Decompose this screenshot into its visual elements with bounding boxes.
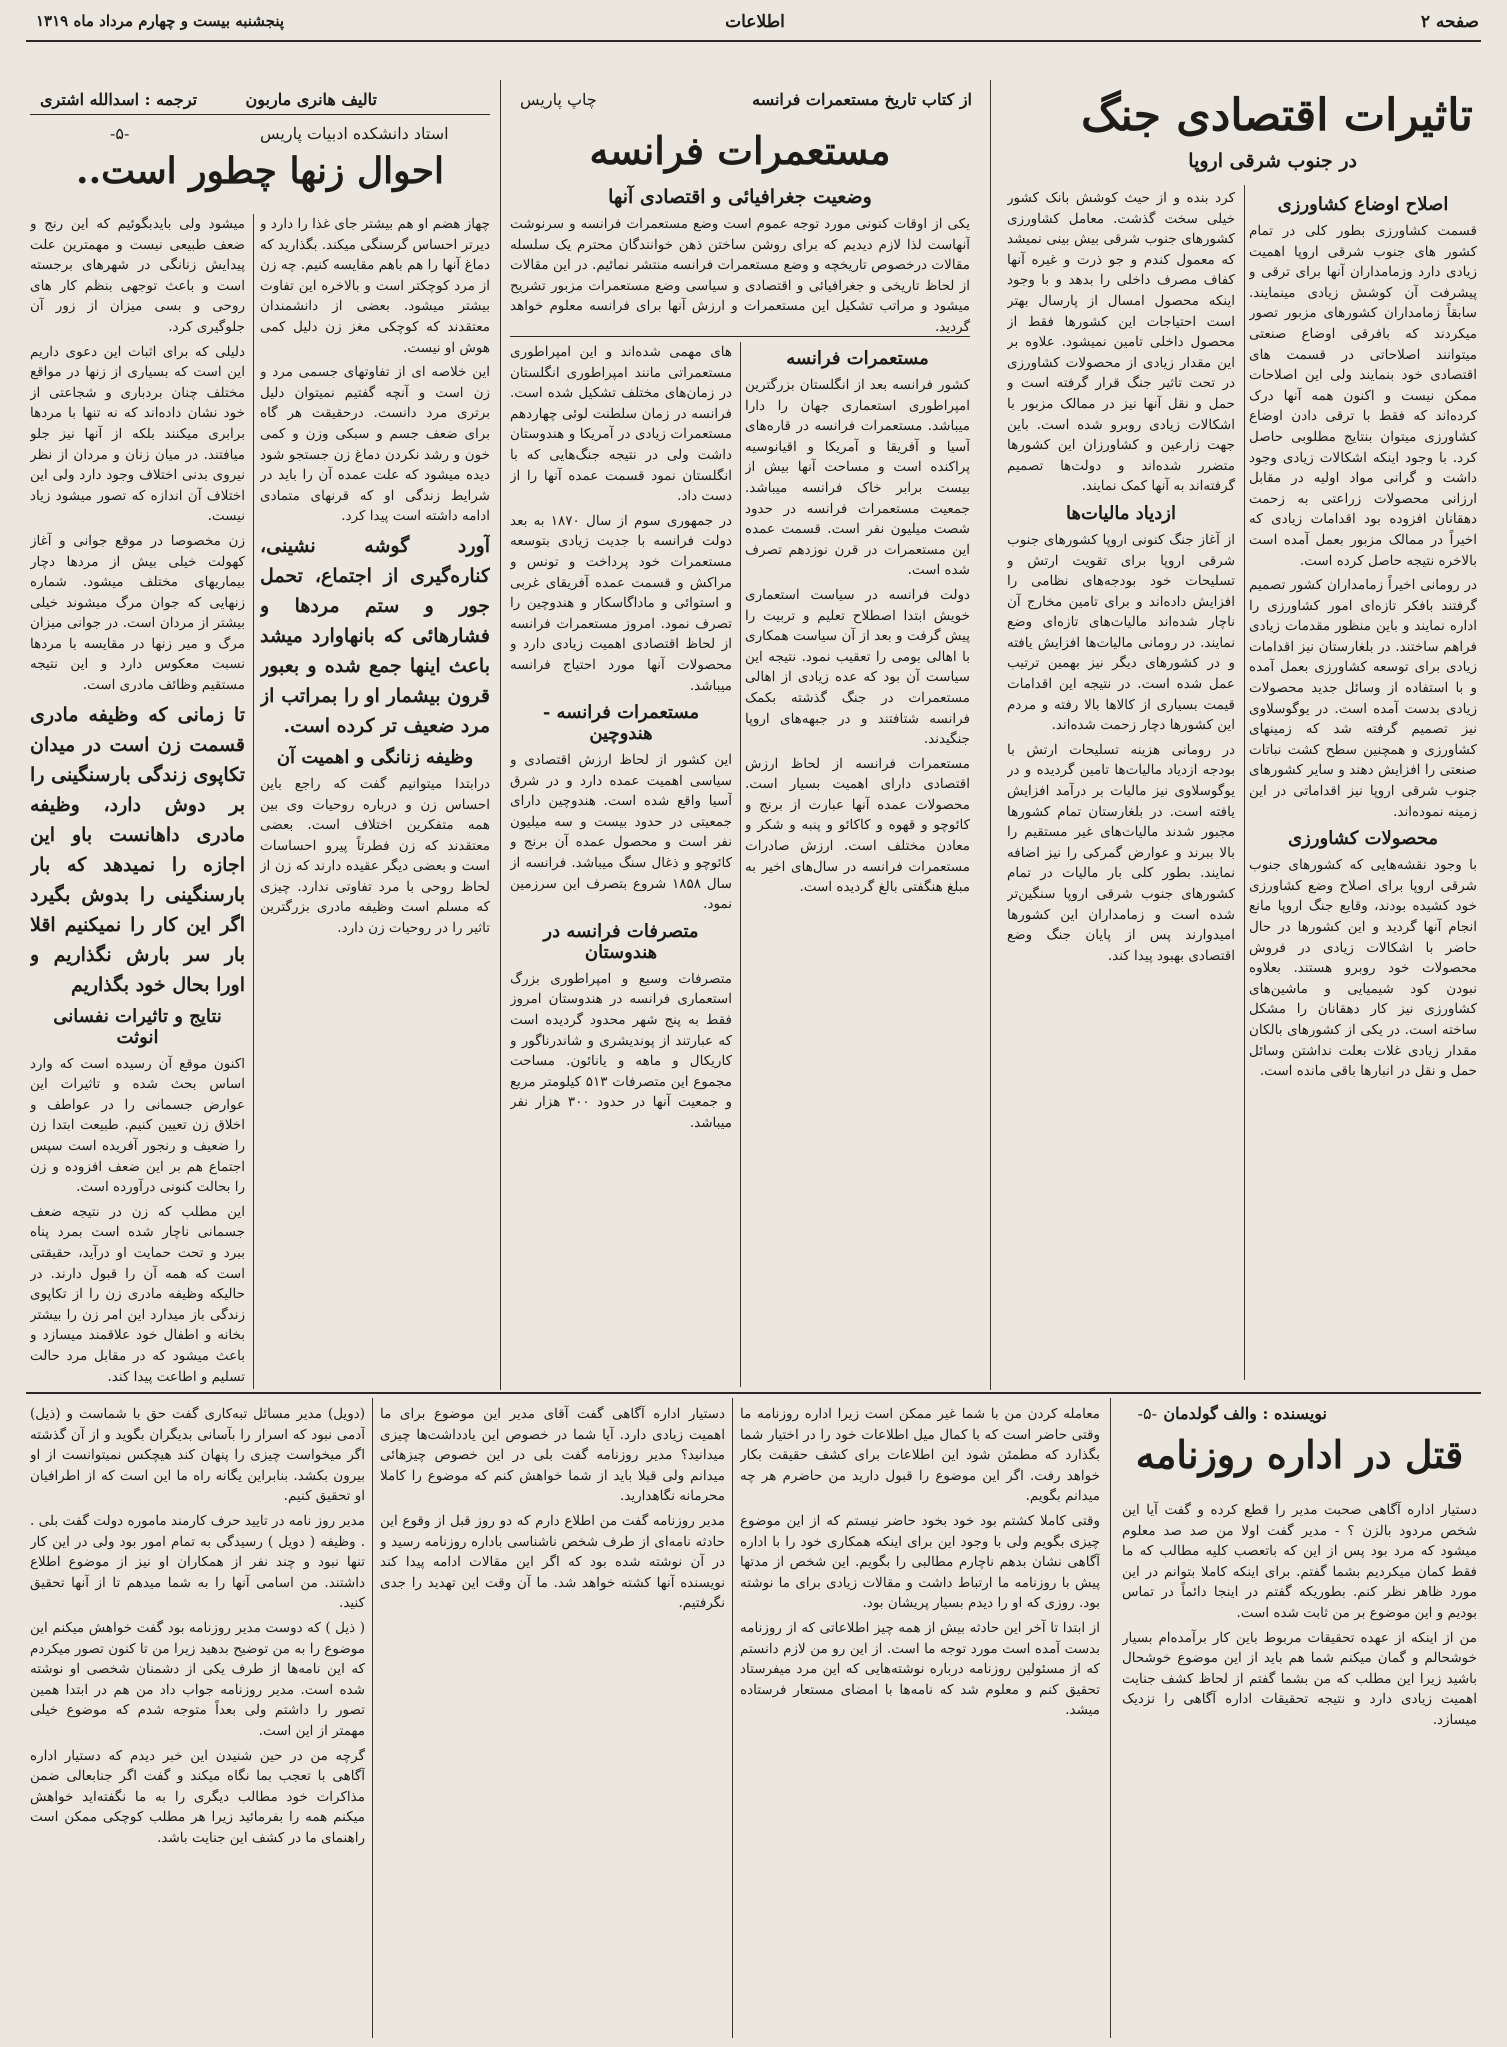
article4-title: قتل در اداره روزنامه	[1135, 1432, 1464, 1477]
article3-col-1	[260, 214, 490, 1390]
article4-paragraph: مدیر روز نامه در تایید حرف کارمند ماموره دولت گفت بلی . . وظیفه ( دویل ) رسیدگی به تمام امور بود ولی در این کار تنها نبود و چند نفر از همکاران او نیز از موضوع اطلاع داشتند. من اسامی آنها را به شما میدهم تا از آنها تحقیق کنید.	[30, 1512, 365, 1612]
article4-col-3	[380, 1404, 725, 2040]
article4-byline: نویسنده : والف گولدمان	[1163, 1404, 1327, 1423]
article4-paragraph: از ابتدا تا آخر این حادثه بیش از همه چیز اطلاعاتی که از روزنامه بدست آمده است مورد توجه ما است. از این رو من لازم دانستم که از مسئولین روزنامه درباره نوشته‌هایی که این مرد میفرستاد تحقیق کنم و معلوم شد که نامه‌ها با امضای مستعار فرستاده میشد.	[740, 1619, 1100, 1719]
paper-name: اطلاعات	[725, 12, 785, 32]
article4-paragraph: گرچه من در حین شنیدن این خبر دیدم که دستیار اداره آگاهی با تعجب بما نگاه میکند و گفت اگر جنابعالی ضمن مذاکرات خود مطالب دیگری را به ما نگفته‌اید خواهش میکنم همه را بفرمائید زیرا هر مطلب کوچکی ممکن است راهنمای ما در کشف این جنایت باشد.	[30, 1747, 365, 1846]
article3-tag: استاد دانشکده ادبیات پاریس	[260, 124, 449, 143]
article3-author: تالیف هانری ماربون	[245, 90, 377, 109]
article1-subtitle: در جنوب شرقی اروپا	[1188, 150, 1357, 172]
article4-paragraph: دستیار اداره آگاهی صحبت مدیر را قطع کرده و گفت آیا این شخص مردود بالزن ؟ - مدیر گفت اولا من صد صد معلوم میشود که مرد بود پس از این که باتعصب کلیه مطالب که ما فقط کمان میکردیم بشما گفتم. برای اینکه کاملا بتوانم در این مورد ظاهر نظر کنم. بطوریکه گفتم در اینجا دائماً در تماس بودیم و این موضوع بر من ثابت شده است.	[1122, 1502, 1477, 1621]
article1-col-2	[1007, 188, 1235, 1388]
article3-installment: -۵-	[110, 124, 130, 143]
article3-paragraph: زن مخصوصا در موقع جوانی و آغاز کهولت خیلی بیش از مردها دچار بیماریهای مختلف میشود. شماره زنهایی که جوان مرگ میشوند خیلی بیشتر از مردان است. در جوانی میزان مرگ و میر زنها در مقایسه با مردها نسبت معکوس دارد و این نتیجه مستقیم وظائف مادری است.	[30, 532, 245, 694]
article1-section-heading: اصلاح اوضاع کشاورزی	[1277, 194, 1449, 215]
article3-paragraph: این خلاصه ای از تفاوتهای جسمی مرد و زن است و آنچه گفتیم نمیتوان دلیل برتری مرد دانست. درحقیقت هر گاه برای ضعف جسم و سبکی وزن و کمی خون و رشد نکردن دماغ زن جستجو شود دیده میشود که علت عمده آن را باید در شرایط زندگی او که قرنهای متمادی ادامه داشته است پیدا کرد.	[260, 364, 490, 525]
article2-source: از کتاب تاریخ مستعمرات فرانسه	[752, 90, 972, 109]
article2-section-heading: متصرفات فرانسه در هندوستان	[543, 920, 699, 963]
article4-paragraph: من از اینکه از عهده تحقیقات مربوط باین کار برآمده‌ام بسیار خوشحالم و گمان میکنم شما هم باید از این موضوع خوشحال باشید زیرا این مطلب که من بشما گفتم از لحاظ کشف جنایت اهمیت زیادی دارد و نتیجه تحقیقات اداره آگاهی را نزدیک میسازد.	[1122, 1629, 1477, 1728]
article2-paragraph: های مهمی شده‌اند و این امپراطوری مستعمراتی مانند امپراطوری انگلستان در زمان‌های مختلف تشکیل شده است. فرانسه در زمان سلطنت لوئی چهاردهم مستعمرات زیادی در آمریکا و هندوستان داشت ولی در نتیجه جنگ‌هایی که با انگلستان نمود قسمت عمده آنها را از دست داد.	[510, 344, 732, 505]
article2-paragraph: این کشور از لحاظ ارزش اقتصادی و سیاسی اهمیت عمده دارد و در شرق آسیا واقع شده است. هندوچین دارای جمعیتی در حدود بیست و سه میلیون نفر است و محصول عمده آن برنج و کائوچو و ذغال سنگ میباشد. فرانسه از سال ۱۸۵۸ شروع بتصرف این سرزمین نمود.	[510, 752, 732, 913]
issue-date: پنجشنبه بیست و چهارم مرداد ماه ۱۳۱۹	[36, 12, 285, 30]
article4-col-1	[1122, 1500, 1477, 2040]
article2-section-heading: مستعمرات فرانسه	[786, 348, 929, 369]
article3-paragraph: این مطلب که زن در نتیجه ضعف جسمانی ناچار شده است بمرد پناه ببرد و تحت حمایت او درآید، حقیقتی است که همه آن را قبول دارند. در حالیکه وظیفه مادری زن را از تکاپوی زندگی باز میدارد این امر زن را بیشتر بخانه و اطفال خود علاقمند میسازد و باعث میشود که در مقابل مرد حالت تسلیم و اطاعت پیدا کند.	[30, 1203, 245, 1385]
article4-paragraph: معامله کردن من با شما غیر ممکن است زیرا اداره روزنامه ما وقتی حاضر است که با کمال میل اطلاعات خود را در اختیار شما بگذارد که مطمئن شود این اطلاعات برای کشف حقیقت بکار خواهد رفت. اگر این موضوع را قبول دارید من حاضرم هر چه میدانم بگویم.	[740, 1406, 1100, 1505]
masthead-rule	[26, 40, 1481, 42]
article4-paragraph: ( ذیل ) که دوست مدیر روزنامه بود گفت خواهش میکنم این موضوع را به من توضیح بدهید زیرا من تا کنون تصور میکردم که این نامه‌ها از طرف یکی از دشمنان شخصی او نوشته شده است. مدیر روزنامه جواب داد من هم در ابتدا همین تصور را داشتم ولی بعداً متوجه شدم که موضوع خیلی مهمتر از این است.	[30, 1619, 365, 1739]
article4-installment: -۵-	[1137, 1404, 1157, 1423]
article3-paragraph: چهاز هضم او هم بیشتر جای غذا را دارد و دیرتر احساس گرسنگی میکند. بگذارید که دماغ آنها را هم باهم مقایسه کنیم. چه زن از مرد کوچکتر است و بالاخره این تفاوت بیشتر میشود. بعضی از دانشمندان معتقدند که کوچکی مغز زن دلیل کمی هوش او نیست.	[260, 216, 490, 356]
article4-paragraph: مدیر روزنامه گفت من اطلاع دارم که دو روز قبل از وقوع این حادثه نامه‌ای از طرف شخص ناشناسی باداره روزنامه رسید و در آن نوشته شده بود که اگر این مقالات ادامه پیدا کند نویسنده آنها کشته خواهد شد. ما آن وقت این تهدید را جدی نگرفتیم.	[380, 1512, 725, 1612]
article4-paragraph: وقتی کاملا کشتم بود خود بخود حاضر نیستم که از این موضوع چیزی بگویم ولی با وجود این برای اینکه همکاری خود را با اداره آگاهی نشان بدهم ناچارم مطالبی را بگویم. این شخص از مدتها پیش با روزنامه ما ارتباط داشت و مقالات زیادی برای ما نوشته بود. روزی که او را دیدم بسیار پریشان بود.	[740, 1512, 1100, 1612]
article2-paragraph: دولت فرانسه در سیاست استعماری خویش ابتدا اصطلاح تعلیم و تربیت را پیش گرفت و بعد از آن سیاست همکاری با اهالی بومی را تعقیب نمود. نتیجه این سیاست آن بود که عده زیادی از اهالی مستعمرات در جنگ گذشته بکمک فرانسه شتافتند و در جبهه‌های اروپا جنگیدند.	[745, 586, 970, 748]
section-divider	[26, 1392, 1481, 1394]
article2-section-heading: مستعمرات فرانسه - هندوچین	[542, 702, 700, 745]
article1-paragraph: قسمت کشاورزی بطور کلی در تمام کشور های جنوب شرقی اروپا اهمیت زیادی دارد وزمامداران آنها برای ترقی و پیشرفت آن کوشش زیادی مینمایند. سابقاً زمامداران کشورهای مزبور تصور میکردند که بافرقی اوضاع صنعتی میتوانند اصلاحاتی در قسمت های اقتصادی خود بنمایند ولی این اصلاحات ممکن نیست و اکنون همه آنها درک کرده‌اند که فقط با ترقی دادن اوضاع کشاورزی میتوان بنتایج مطلوبی حاصل کرد. با وجود اینکه اشکالات زیادی وجود داشت و گرانی مواد اولیه در مقابل ارزانی محصولات زراعتی به زحمت دهقانان افزوده بود اقدامات زیادی که اخیراً در ممالک مزبور بعمل آمده است بالاخره نتیجه حاصل کرده است.	[1249, 223, 1477, 569]
article2-col-1	[745, 342, 970, 1390]
article3-paragraph: اکنون موقع آن رسیده است که وارد اساس بحث شده و تاثیرات این عوارض جسمانی را در عواطف و اخلاق زن تعیین کنیم. طبیعت ابتدا زن را ضعیف و رنجور آفریده است سپس اجتماع هم بر این ضعف افزوده و زن را بحالت کنونی درآورده است.	[30, 1055, 245, 1196]
article3-paragraph: میشود ولی بایدبگوئیم که این رنج و ضعف طبیعی نیست و مهمترین علت پیدایش زنانگی در شهرهای برجسته است و باعث توجهی بنظم کار های روحی و بسی میزان از زور آن جلوگیری کرد.	[30, 216, 245, 335]
article3-section-heading: وظیفه زنانگی و اهمیت آن	[276, 746, 474, 768]
article4-col-4	[30, 1404, 365, 2040]
article2-print: چاپ پاریس	[520, 90, 597, 109]
article2-subtitle: وضعیت جغرافیائی و اقتصادی آنها	[608, 186, 872, 208]
article1-section-heading: ازدیاد مالیات‌ها	[1066, 502, 1176, 524]
article3-paragraph: دلیلی که برای اثبات این دعوی داریم این است که بسیاری از زنها در مواقع مختلف چنان بردباری و شجاعتی از خود نشان داده‌اند که نه تنها با مردها برابری میکنند بلکه از آنها نیز جلو میافتند. در میان زنان و مردان از نظر نیروی بدنی اختلاف وجود دارد ولی این اختلاف آن اندازه که تصور میشود زیاد نیست.	[30, 343, 245, 525]
article2-intro-text: یکی از اوقات کنونی مورد توجه عموم است وضع مستعمرات فرانسه و سرنوشت آنهاست لذا لازم دیدیم که برای روشن ساختن ذهن خوانندگان محترم یک سلسله مقالات درخصوص تاریخچه و وضع مستعمرات فرانسه منتشر نمائیم. در این مقالات از لحاظ تاریخی و جغرافیائی و اقتصادی و سیاسی وضع مستعمرات مزبور تشریح میشود و مراتب تشکیل این مستعمرات و ارزش آنها برای فرانسه معلوم خواهد گردید.	[510, 216, 970, 334]
article4-col-2	[740, 1404, 1100, 2040]
article1-paragraph: در رومانی هزینه تسلیحات ارتش با بودجه ازدیاد مالیات‌ها تامین گردیده و در یوگوسلاوی نیز مالیات بر درآمد افزایش یافته است. در بلغارستان تمام کشورها مجبور شدند مالیات‌های غیر مستقیم را بالا ببرند و عوارض گمرکی را نیز اضافه نمایند. بطور کلی بار مالیات در تمام کشورهای جنوب شرقی اروپا سنگین‌تر شده است و زمامداران این کشورها امیدوارند پس از پایان جنگ وضع اقتصادی بهبود پیدا کند.	[1007, 741, 1235, 964]
article2-paragraph: متصرفات وسیع و امپراطوری بزرگ استعماری فرانسه در هندوستان امروز فقط به پنج شهر محدود گردیده است که عبارتند از پوندیشری و شاندرناگور و کاریکال و ماهه و یانائون. مساحت مجموع این متصرفات ۵۱۳ کیلومتر مربع و جمعیت آنها در حدود ۳۰۰ هزار نفر میباشد.	[510, 970, 732, 1131]
article3-bold-paragraph: آورد گوشه نشینی، کناره‌گیری از اجتماع، تحمل جور و ستم مردها و فشارهائی که بانهاوارد میشد باعث اینها جمع شده و بعبور قرون بیشمار او را بمراتب از مرد ضعیف تر کرده است.	[260, 534, 490, 737]
article3-bold-paragraph: تا زمانی که وظیفه مادری قسمت زن است در میدان تکاپوی زندگی بارسنگینی را بر دوش دارد، وظیفه مادری داهانست باو این اجازه را نمیدهد که بار بارسنگینی را بدوش بگیرد اگر این کار را نمیکنیم اقلا بار سر بارش نگذاریم و اورا بحال خود بگذاریم	[30, 703, 245, 996]
article1-paragraph: با وجود نقشه‌هایی که کشورهای جنوب شرقی اروپا برای اصلاح وضع کشاورزی خود کشیده بودند، وقایع جنگ اروپا مانع انجام آنها گردید و این کشورها در حال حاضر با اشکالات زیادی در فروش محصولات خود روبرو هستند. بعلاوه نبودن کود شیمیایی و ماشین‌های کشاورزی نیز کار دهقانان را مشکل ساخته است. در یکی از کشورهای بالکان مقدار زیادی غلات بعلت نداشتن وسائل حمل و نقل در انبارها باقی مانده است.	[1249, 857, 1477, 1080]
article3-section-heading: نتایج و تاثیرات نفسانی انوثت	[53, 1005, 222, 1048]
article3-paragraph: درابتدا میتوانیم گفت که راجع باین احساس زن و درباره روحیات وی بین همه متفکرین اختلاف است. بعضی معتقدند که زن فطرتاً پیرو احساسات است و بعضی دیگر عقیده دارند که زن از لحاظ روحی با مرد تفاوتی ندارد. چیزی که مسلم است وظیفه مادری بزرگترین تاثیر را در روحیات زن دارد.	[260, 775, 490, 937]
article1-title: تاثیرات اقتصادی جنگ	[1081, 90, 1473, 141]
article2-intro	[510, 214, 970, 334]
article2-title: مستعمرات فرانسه	[589, 128, 891, 173]
article1-paragraph: کرد بنده و از حیث کوشش بانک کشور خیلی سخت گذشت. معامل کشاورزی کشورهای جنوب شرقی بیش بینی نمیشد که معمول کندم و جو ذرت و غیره آنها کفاف مصرف داخلی را بدهد و با وجود اینکه محصول امسال از پارسال بهتر است احتیاجات این کشورها فقط از محصول داخلی تامین نمیشود. علاوه بر این مقدار زیادی از محصولات کشاورزی در تحت تاثیر جنگ قرار گرفته است و حمل و نقل آنها نیز در ممالک مزبور با اشکالات زیادی روبرو شده است. باین جهت زارعین و کشاورزان این کشورها متضرر شده‌اند و دولت‌ها تصمیم گرفته‌اند به آنها کمک نمایند.	[1007, 190, 1235, 495]
article3-translator: ترجمه : اسدالله اشتری	[40, 90, 198, 109]
article1-col-1	[1249, 188, 1477, 1388]
article4-paragraph: دستیار اداره آگاهی گفت آقای مدیر این موضوع برای ما اهمیت زیادی دارد. آیا شما در خصوص این یادداشت‌ها چیزی میدانید؟ مدیر روزنامه گفت بلی در این خصوص چیزهائی میدانم ولی قبلا باید از شما خواهش کنم که موضوع را کاملا محرمانه نگاهدارید.	[380, 1406, 725, 1505]
article3-col-2	[30, 214, 245, 1390]
page-number: صفحه ۲	[1420, 12, 1479, 32]
article2-paragraph: مستعمرات فرانسه از لحاظ ارزش اقتصادی دارای اهمیت بسیار است. محصولات عمده آنها عبارت از برنج و کائوچو و قهوه و کاکائو و پنبه و شکر و معادن مختلف است. ارزش صادرات مستعمرات فرانسه در سال‌های اخیر به مبلغ هنگفتی بالغ گردیده است.	[745, 755, 970, 896]
article3-title: احوال زنها چطور است..	[76, 150, 444, 192]
article1-paragraph: از آغاز جنگ کنونی اروپا کشورهای جنوب شرقی اروپا برای تقویت ارتش و تسلیحات خود بودجه‌های نظامی را افزایش داده‌اند و برای تامین مخارج آن ناچار شده‌اند مالیات‌های تازه‌ای وضع نمایند. در رومانی مالیات‌ها افزایش یافته و در کشورهای دیگر نیز بهمین ترتیب عمل شده است. در نتیجه این اقدامات قیمت بسیاری از کالاها بالا رفته و مردم این کشورها دچار زحمت شده‌اند.	[1007, 531, 1235, 734]
article2-paragraph: در جمهوری سوم از سال ۱۸۷۰ به بعد دولت فرانسه با جدیت زیادی بتوسعه مستعمرات خود پرداخت و تونس و مراکش و قسمت عمده آفریقای غربی و استوائی و ماداگاسکار و هندوچین را تصرف نمود. امروز مستعمرات فرانسه از لحاظ اقتصادی اهمیت زیادی دارد و محصولات آنها مورد احتیاج فرانسه میباشد.	[510, 512, 732, 694]
article1-paragraph: در رومانی اخیراً زمامداران کشور تصمیم گرفتند بافکر تازه‌ای امور کشاورزی را اداره نمایند و باین منظور مقدمات زیادی فراهم ساختند. در بلغارستان نیز اقدامات زیادی برای توسعه کشاورزی بعمل آمده و با استفاده از وسائل جدید محصولات زیادی بدست آمده است. در یوگوسلاوی نیز تصمیم گرفته شد که زمینهای کشاورزی و همچنین سطح کشت نباتات صنعتی را افزایش دهند و سایر کشورهای جنوب شرقی اروپا نیز اقداماتی در این زمینه نموده‌اند.	[1249, 577, 1477, 820]
article1-section-heading: محصولات کشاورزی	[1288, 828, 1438, 850]
article2-col-2	[510, 342, 732, 1390]
article4-paragraph: (دویل) مدیر مسائل تبه‌کاری گفت حق با شماست و (ذیل) آدمی نبود که اسرار را بآسانی بدیگران بگوید و از آن گذشته اگر میخواست چیزی را پنهان کند هیچکس نمیتوانست از او بیرون بکشد. بنابراین یگانه راه ما این است که از اطرافیان او تحقیق کنیم.	[30, 1406, 365, 1505]
article2-paragraph: کشور فرانسه بعد از انگلستان بزرگترین امپراطوری استعماری جهان را دارا میباشد. مستعمرات فرانسه در قاره‌های آسیا و آفریقا و آمریکا و اقیانوسیه پراکنده است و مساحت آنها بیش از بیست برابر خاک فرانسه میباشد. جمعیت مستعمرات فرانسه در حدود شصت میلیون نفر است. قسمت عمده این مستعمرات در قرن نوزدهم تصرف شده است.	[745, 377, 970, 579]
